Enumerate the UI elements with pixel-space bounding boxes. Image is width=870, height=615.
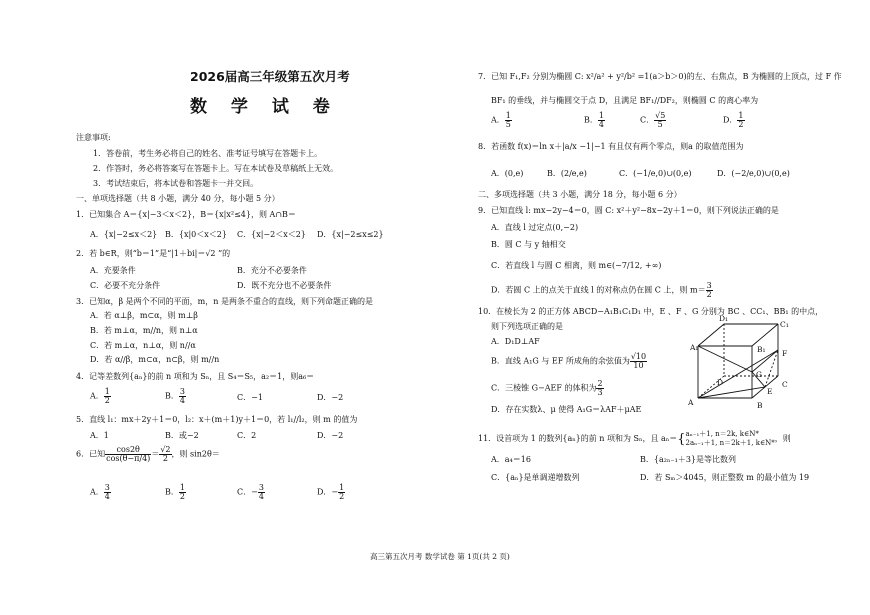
q6-option-b: B． $\frac{1}{2}$ — [165, 483, 185, 501]
notice-item: 3．考试结束后，将本试卷和答题卡一并交回。 — [93, 179, 259, 188]
question-3: 3．已知α，β 是两个不同的平面，m，n 是两条不重合的直线，则下列命题正确的是 — [76, 297, 373, 306]
q8-option-d: D．(−2/e,0)∪(0,e) — [717, 169, 790, 178]
question-2: 2．若 b∈R，则“b＝1”是“|1＋bi|＝√2 ”的 — [76, 249, 231, 258]
q8-option-c: C．(−1/e,0)∪(0,e) — [619, 169, 692, 178]
cube-label: E — [767, 387, 773, 396]
q7-option-d: D． $\frac{1}{2}$ — [723, 111, 744, 129]
cube-label: G — [756, 370, 762, 379]
q11-option-c: C．{aₙ}是单调递增数列 — [491, 473, 580, 482]
q2-option-d: D．既不充分也不必要条件 — [237, 281, 332, 290]
cube-label: B₁ — [757, 345, 766, 354]
subject-title: 数 学 试 卷 — [190, 97, 339, 117]
question-5: 5．直线 l₁：mx＋2y＋1＝0，l₂：x＋(m＋1)y＋1＝0，若 l₁//l₂，则 m 的值为 — [76, 415, 358, 424]
q9-option-d: D．若圆 C 上的点关于直线 l 的对称点仍在圆 C 上，则 m＝ $\frac{3}{2}$ — [491, 281, 712, 299]
question-6: 6．已知 $\frac{\cos 2\theta}{\cos(\theta-\pi/4)}$ ＝ $\frac{√2}{2}$ ，则 sin2θ＝ — [76, 445, 220, 463]
q7-option-c: C． $\frac{√5}{5}$ — [640, 111, 666, 129]
q4-option-c: C．−1 — [237, 393, 263, 402]
q6-option-c: C．− $\frac{3}{4}$ — [237, 483, 264, 501]
q2-option-b: B．充分不必要条件 — [237, 266, 307, 275]
q5-option-b: B．或−2 — [165, 431, 199, 440]
q8-option-a: A．(0,e) — [491, 169, 524, 178]
question-9: 9．已知直线 l: mx−2y−4＝0，圆 C: x²＋y²−8x−2y＋1＝0，则下列说法正确的是 — [478, 206, 779, 215]
section-heading-single: 一、单项选择题（共 8 小题，满分 40 分，每小题 5 分） — [76, 194, 280, 203]
q3-option-d: D．若 α//β，m⊂α，n⊂β，则 m//n — [90, 355, 220, 364]
q11-option-d: D．若 Sₘ＞4045，则正整数 m 的最小值为 19 — [640, 473, 810, 482]
cube-label: C — [782, 380, 788, 389]
q2-option-a: A．充要条件 — [90, 266, 136, 275]
cube-diagram — [684, 312, 794, 418]
cube-label: A — [688, 398, 694, 407]
q10-option-c: C．三棱锥 G−AEF 的体积为 $\frac{2}{3}$ — [491, 379, 603, 397]
section-heading-multi: 二、多项选择题（共 3 小题，满分 18 分，每小题 6 分） — [478, 190, 682, 199]
q11-option-b: B．{a₂ₙ₋₁＋3}是等比数列 — [640, 455, 737, 464]
q1-option-a: A．{x|−2≤x＜2} — [90, 230, 158, 239]
q11-option-a: A．a₄＝16 — [491, 455, 531, 464]
q7-option-b: B． $\frac{1}{4}$ — [584, 111, 604, 129]
cube-label: D₁ — [719, 314, 729, 323]
q1-option-c: C．{x|−2＜x＜2} — [237, 230, 306, 239]
q10-option-d: D．存在实数λ、μ 使得 A₁G＝λAF＋μAE — [491, 405, 642, 414]
q3-option-b: B．若 m⊥α，m//n，则 n⊥α — [90, 326, 198, 335]
q3-option-c: C．若 m⊥α，n⊥α，则 n//α — [90, 341, 196, 350]
notice-item: 1．答卷前，考生务必将自己的姓名、准考证号填写在答题卡上。 — [93, 149, 323, 158]
q3-option-a: A．若 α⊥β，m⊂α，则 m⊥β — [90, 311, 198, 320]
cube-label: D — [717, 378, 724, 387]
q4-option-b: B． $\frac{3}{4}$ — [165, 387, 185, 405]
q1-option-d: D．{x|−2≤x≤2} — [317, 230, 384, 239]
notice-heading: 注意事项: — [76, 133, 111, 142]
question-1: 1．已知集合 A＝{x|−3＜x＜2}，B＝{x|x²≤4}，则 A∩B＝ — [76, 210, 296, 219]
notice-item: 2．作答时，务必将答案写在答题卡上。写在本试卷及草稿纸上无效。 — [93, 164, 339, 173]
question-7-line2: BF₁ 的垂线，并与椭圆交于点 D，且满足 BF₁//DF₂，则椭圆 C 的离心率为 — [491, 96, 759, 105]
q5-option-a: A．1 — [90, 431, 109, 440]
question-11: 11．设首项为 1 的数列{aₙ}的前 n 项和为 Sₙ，且 aₙ＝{ aₙ₋₁＋1, n＝2k, k∈N* 2aₙ₋₁＋1, n＝2k＋1, k∈N* ，则 — [478, 430, 791, 447]
q9-option-b: B．圆 C 与 y 轴相交 — [491, 240, 566, 249]
cube-label: B — [757, 401, 763, 410]
cube-label: F — [782, 349, 788, 358]
question-7-line1: 7．已知 F₁,F₂ 分别为椭圆 C: x²/a² + y²/b² =1(a＞b＞0)的左、右焦点，B 为椭圆的上顶点，过 F 作 — [478, 72, 842, 81]
q9-option-a: A．直线 l 过定点(0,−2) — [491, 223, 579, 232]
q10-option-b: B．直线 A₁G 与 EF 所成角的余弦值为 $\frac{√10}{10}$ — [491, 352, 647, 370]
question-8: 8．若函数 f(x)＝ln x＋|a/x −1|−1 有且仅有两个零点，则a 的取值范围为 — [478, 142, 744, 151]
exam-title: 2026届高三年级第五次月考 — [190, 69, 350, 84]
q8-option-b: B．(2/e,e) — [547, 169, 587, 178]
q7-option-a: A． $\frac{1}{5}$ — [491, 111, 511, 129]
q9-option-c: C．若直线 l 与圆 C 相离，则 m∈(−7/12, +∞) — [491, 261, 662, 270]
q6-option-d: D．− $\frac{1}{2}$ — [317, 483, 345, 501]
q5-option-c: C．2 — [237, 431, 257, 440]
question-4: 4．记等差数列{aₙ}的前 n 项和为 Sₙ，且 S₄＝S₅，a₂＝1，则a₆＝ — [76, 372, 315, 381]
question-10-line1: 10．在棱长为 2 的正方体 ABCD−A₁B₁C₁D₁ 中，E 、F 、G 分别为 BC 、CC₁、BB₁ 的中点， — [478, 307, 824, 316]
q4-option-d: D．−2 — [317, 393, 344, 402]
page-footer: 高三第五次月考 数学试卷 第 1页(共 2 页) — [370, 552, 510, 561]
q1-option-b: B．{x|0＜x＜2} — [165, 230, 227, 239]
q4-option-a: A． $\frac{1}{2}$ — [90, 387, 110, 405]
cube-label: A₁ — [690, 343, 699, 352]
q5-option-d: D．−2 — [317, 431, 344, 440]
cube-label: C₁ — [780, 320, 789, 329]
question-10-line2: 则下列选项正确的是 — [491, 322, 563, 331]
q10-option-a: A．D₁D⊥AF — [491, 337, 540, 346]
q2-option-c: C．必要不充分条件 — [90, 281, 161, 290]
q6-option-a: A． $\frac{3}{4}$ — [90, 483, 110, 501]
